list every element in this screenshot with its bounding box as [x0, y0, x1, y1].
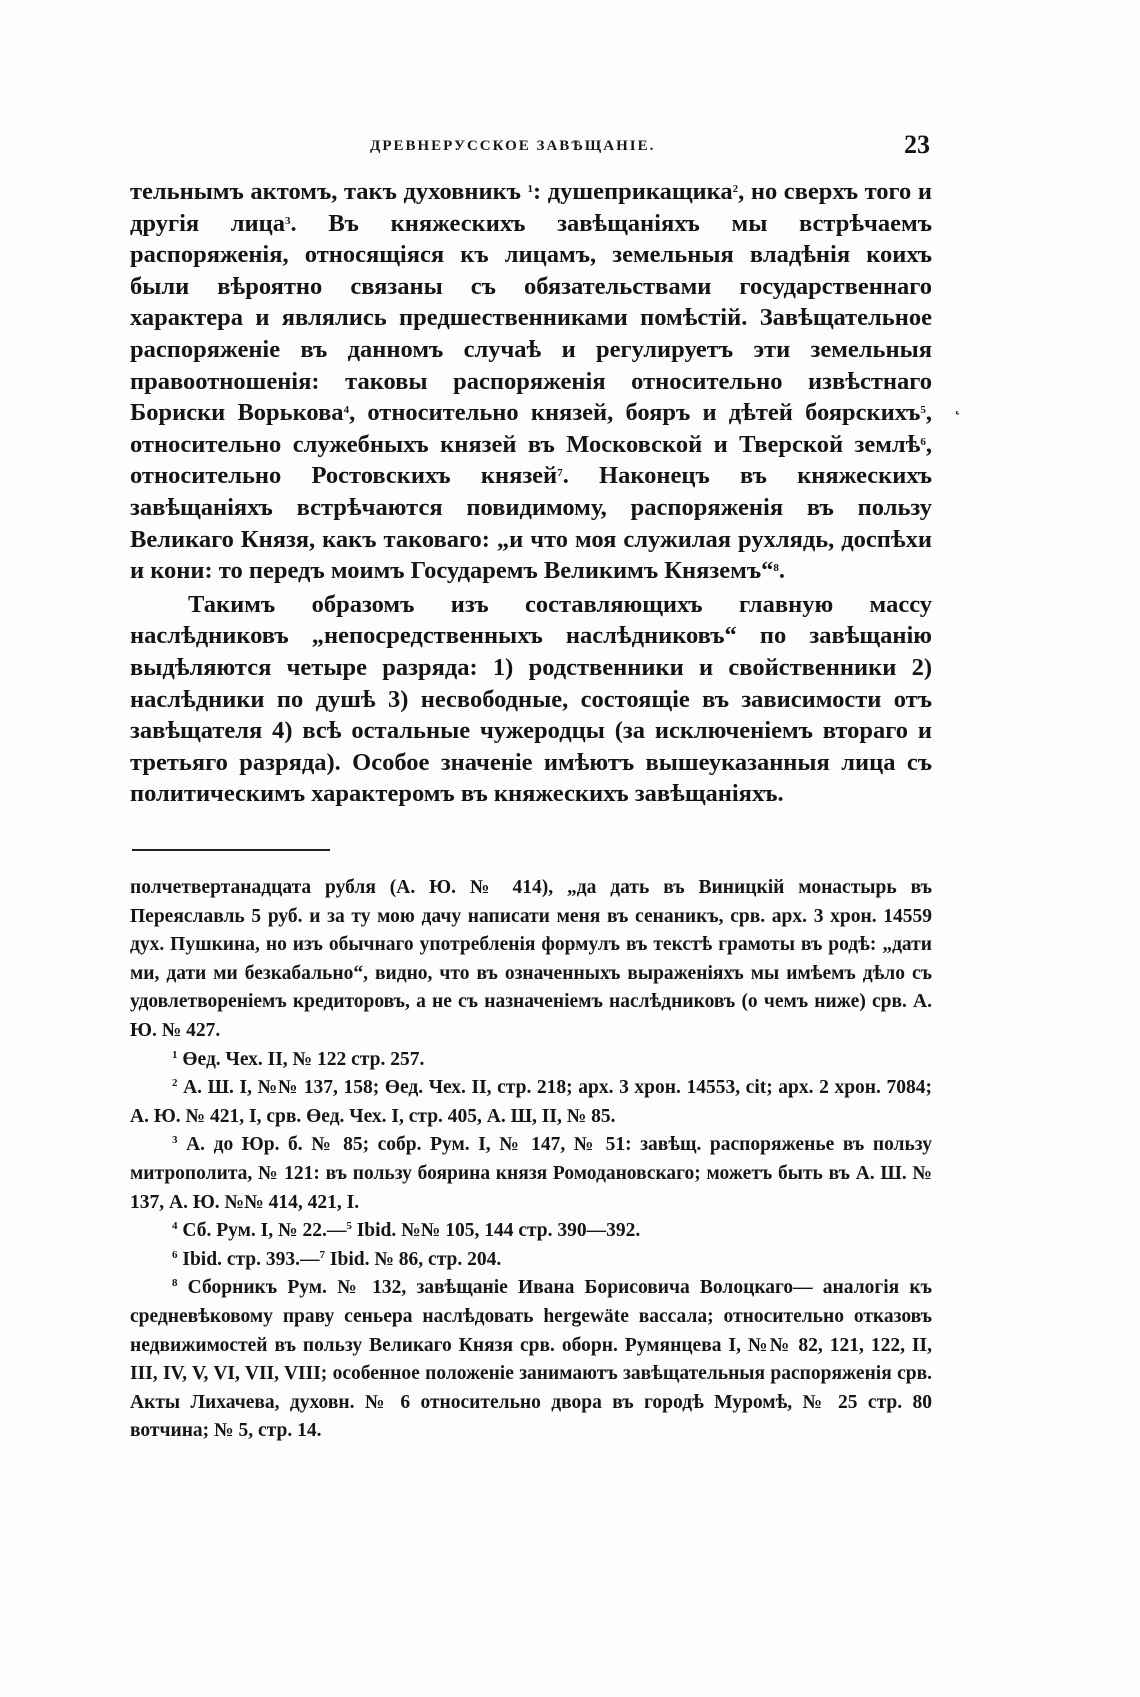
- footnote-marker: 6: [172, 1248, 178, 1261]
- footnote: [130, 1131, 932, 1217]
- footnote-marker: 8: [773, 562, 779, 575]
- text-run: А. Ш. I, №№ 137, 158; Өед. Чех. II, стр. 218; арх. 3 хрон. 14553, cit; арх. 2 хрон. 7084; А. Ю. № 421, I, срв. Өед. Чех. I, стр. 405, А. Ш, II, № 85.: [130, 1077, 932, 1127]
- footnote-marker: 8: [172, 1277, 178, 1290]
- text-run: , относительно князей, бояръ и дѣтей боярскихъ: [349, 399, 921, 427]
- footnote-marker: 3: [285, 214, 291, 227]
- text-run: А. до Юр. б. № 85; собр. Рум. I, № 147, № 51: завѣщ. распоряженье въ пользу митрополита, № 121: въ пользу боярина князя Ромодановскаго; можетъ быть въ А. Ш. № 137, А. Ю. №№ 414, 421, I.: [130, 1134, 932, 1213]
- footnote-marker: 2: [732, 183, 739, 195]
- footnote-marker: 6: [920, 435, 926, 448]
- text-run: Ibid. стр. 393.—: [177, 1248, 320, 1270]
- text-run: Такимъ образомъ изъ составляющихъ главную массу наслѣдниковъ „непосредственныхъ наслѣдниковъ“ по завѣщанію выдѣляются четыре разряда: 1) родственники и свойственники 2) наслѣдники по душѣ 3) несвободные, состоящіе въ зависимости отъ завѣщателя 4) всѣ остальные чужеродцы (за исключеніемъ втораго и третьяго разряда). Особое значеніе имѣютъ вышеуказанныя лица съ политическимъ характеромъ въ княжескихъ завѣщаніяхъ.: [130, 590, 932, 808]
- main-paragraph: [130, 176, 932, 587]
- text-run: Сб. Рум. I, № 22.—: [177, 1220, 347, 1242]
- text-run: . Наконецъ въ княжескихъ завѣщаніяхъ встрѣчаются повидимому, распоряженія въ пользу Великаго Князя, какъ таковаго: „и что моя служилая рухлядь, доспѣхи и кони: то передъ моимъ Государемъ Великимъ Княземъ“: [130, 462, 932, 585]
- footnote: [130, 1246, 932, 1275]
- footnote-marker: 7: [557, 467, 563, 480]
- footnote-marker: 1: [527, 183, 534, 195]
- footnote-marker: 2: [172, 1077, 178, 1090]
- footnote: [130, 1274, 932, 1446]
- running-head: [130, 130, 930, 164]
- text-run: , относительно служебныхъ князей въ Московской и Тверской землѣ: [130, 399, 932, 458]
- text-run: : душеприкащика: [533, 178, 733, 205]
- footnote: [130, 1074, 932, 1131]
- footnote-separator: [132, 849, 330, 851]
- main-paragraph: [130, 589, 932, 810]
- text-run: Ibid. №№ 105, 144 стр. 390—392.: [351, 1220, 641, 1242]
- footnote-continuation: [130, 874, 932, 1046]
- footnote: [130, 1046, 932, 1075]
- text-run: Өед. Чех. II, № 122 стр. 257.: [177, 1048, 425, 1070]
- text-run: , относительно Ростовскихъ князей: [130, 430, 932, 490]
- text-run: . Въ княжескихъ завѣщаніяхъ мы встрѣчаемъ распоряженія, относящіяся къ лицамъ, земельныя владѣнія коихъ были вѣроятно связаны съ обязательствами государственнаго характера и являлись предшественниками помѣстій. Завѣщательное распоряженіе въ данномъ случаѣ и регулируетъ эти земельныя правоотношенія: таковы распоряженія относительно извѣстнаго Бориски Ворькова: [130, 209, 932, 427]
- footnote-marker: 5: [920, 404, 926, 417]
- text-run: , но сверхъ того и другія лица: [130, 178, 932, 237]
- footnote-marker: 4: [172, 1220, 178, 1233]
- page-number: 23: [904, 130, 930, 159]
- text-run: Ibid. № 86, стр. 204.: [325, 1248, 502, 1270]
- footnote-marker: 5: [346, 1220, 352, 1233]
- main-text: [130, 176, 932, 810]
- footnotes: [130, 874, 932, 1446]
- footnote-marker: 3: [172, 1134, 178, 1147]
- footnote: [130, 1217, 932, 1246]
- text-run: .: [778, 557, 785, 585]
- running-title: ДРЕВНЕРУССКОЕ ЗАВѢЩАНІЕ.: [370, 138, 656, 154]
- stray-print-mark: ˛: [955, 398, 961, 415]
- footnote-marker: 1: [172, 1048, 178, 1061]
- footnote-marker: 4: [343, 404, 350, 417]
- text-run: тельнымъ актомъ, такъ духовникъ: [130, 178, 528, 205]
- text-run: Сборникъ Рум. № 132, завѣщаніе Ивана Борисовича Волоцкаго— аналогія къ средневѣковому праву сеньера наслѣдовать hergewäte вассала; относительно отказовъ недвижимостей въ пользу Великаго Князя срв. оборн. Румянцева I, №№ 82, 121, 122, II, III, IV, V, VI, VII, VIII; особенное положеніе занимаютъ завѣщательныя распоряженія срв. Акты Лихачева, духовн. № 6 относительно двора въ городѣ Муромѣ, № 25 стр. 80 вотчина; № 5, стр. 14.: [130, 1277, 932, 1442]
- text-run: полчетвертанадцата рубля (А. Ю. № 414), „да дать въ Виницкій монастырь въ Переяславль 5 руб. и за ту мою дачу написати меня въ сенаникъ, срв. арх. 3 хрон. 14559 дух. Пушкина, но изъ обычнаго употребленія формулъ въ текстѣ грамоты въ родѣ: „дати ми, дати ми безкабально“, видно, что въ означенныхъ выраженіяхъ мы имѣемъ дѣло съ удовлетвореніемъ кредиторовъ, а не съ назначеніемъ наслѣдниковъ (о чемъ ниже) срв. А. Ю. № 427.: [130, 877, 932, 1041]
- footnote-marker: 7: [319, 1248, 326, 1261]
